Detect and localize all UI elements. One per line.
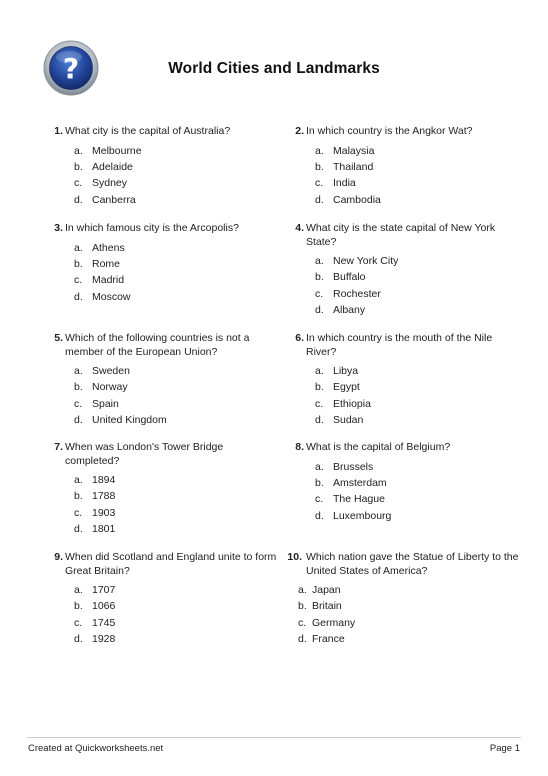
- option-text: Luxembourg: [333, 509, 392, 522]
- answer-option: [291, 269, 521, 285]
- option-letter: a.: [74, 241, 83, 254]
- option-text: Germany: [312, 616, 356, 629]
- option-text: Cambodia: [333, 193, 381, 206]
- option-text: United Kingdom: [92, 414, 167, 427]
- answer-option: [291, 412, 521, 428]
- option-text: 1801: [92, 523, 116, 536]
- option-letter: a.: [298, 584, 307, 596]
- answer-option: [50, 192, 280, 208]
- question-6: [291, 332, 521, 429]
- answer-option: [291, 508, 521, 524]
- question-number: 10.: [287, 551, 302, 563]
- option-text: 1745: [92, 616, 116, 629]
- option-text: Japan: [312, 584, 341, 596]
- answer-option: [50, 631, 280, 647]
- option-letter: d.: [315, 509, 324, 522]
- answer-option: [50, 175, 280, 191]
- option-letter: b.: [315, 381, 324, 394]
- option-text: Madrid: [92, 274, 125, 287]
- question-header: [50, 441, 280, 468]
- option-letter: b.: [74, 490, 83, 503]
- page-number: Page 1: [489, 743, 520, 754]
- answer-options: [291, 253, 521, 319]
- answer-option: [50, 289, 280, 305]
- option-letter: a.: [315, 365, 324, 377]
- option-text: Sydney: [92, 177, 128, 190]
- option-text: Sudan: [333, 414, 364, 427]
- answer-option: [291, 396, 521, 412]
- question-number: 5.: [54, 332, 63, 344]
- option-letter: d.: [74, 523, 83, 536]
- question-header: [291, 332, 521, 359]
- option-text: Melbourne: [92, 144, 142, 157]
- option-text: Egypt: [333, 381, 360, 394]
- answer-option: [291, 253, 521, 269]
- answer-option: [291, 302, 521, 318]
- answer-options: [50, 472, 280, 538]
- question-text: Which nation gave the Statue of Liberty to the United States of America?: [306, 551, 519, 577]
- option-letter: b.: [74, 257, 83, 270]
- option-letter: c.: [315, 177, 324, 190]
- option-text: 1894: [92, 474, 116, 486]
- answer-option: [50, 396, 280, 412]
- answer-options: [50, 582, 280, 648]
- answer-option: [50, 256, 280, 272]
- question-text: What is the capital of Belgium?: [306, 441, 451, 453]
- answer-option: [50, 598, 280, 614]
- option-letter: c.: [74, 274, 83, 287]
- option-text: Brussels: [333, 460, 374, 473]
- option-text: New York City: [333, 255, 399, 267]
- question-header: [291, 441, 521, 455]
- option-text: Moscow: [92, 290, 131, 303]
- answer-option: [50, 412, 280, 428]
- answer-option: [50, 615, 280, 631]
- question-3: [50, 222, 280, 305]
- answer-option: [284, 582, 521, 598]
- answer-option: [50, 143, 280, 159]
- answer-option: [50, 240, 280, 256]
- option-letter: d.: [315, 193, 324, 206]
- option-letter: b.: [315, 476, 324, 489]
- answer-options: [50, 363, 280, 429]
- question-header: [50, 125, 280, 139]
- option-text: 1788: [92, 490, 116, 503]
- answer-option: [291, 491, 521, 507]
- option-letter: b.: [74, 160, 83, 173]
- question-number: 9.: [54, 551, 63, 563]
- question-text: What city is the state capital of New York State?: [306, 222, 496, 248]
- option-text: Albany: [333, 304, 366, 317]
- answer-option: [50, 159, 280, 175]
- answer-option: [50, 521, 280, 537]
- option-letter: c.: [315, 397, 324, 410]
- question-text: What city is the capital of Australia?: [65, 125, 231, 137]
- option-letter: b.: [315, 271, 324, 284]
- option-text: Thailand: [333, 160, 374, 173]
- svg-text:?: ?: [62, 52, 80, 85]
- option-text: India: [333, 177, 356, 190]
- question-2: [291, 125, 521, 208]
- option-letter: c.: [315, 287, 324, 300]
- option-letter: b.: [74, 600, 83, 613]
- answer-option: [291, 143, 521, 159]
- answer-option: [291, 475, 521, 491]
- option-letter: b.: [298, 600, 307, 613]
- answer-option: [284, 631, 521, 647]
- option-letter: c.: [315, 493, 324, 506]
- question-number: 1.: [54, 125, 63, 137]
- answer-options: [291, 143, 521, 209]
- answer-option: [50, 272, 280, 288]
- answer-option: [50, 505, 280, 521]
- option-letter: d.: [315, 304, 324, 317]
- option-letter: d.: [74, 193, 83, 206]
- option-letter: a.: [315, 255, 324, 267]
- option-text: 1066: [92, 600, 116, 613]
- option-text: 1707: [92, 584, 116, 596]
- answer-options: [291, 459, 521, 525]
- option-letter: a.: [74, 365, 83, 377]
- answer-option: [291, 192, 521, 208]
- option-letter: b.: [74, 381, 83, 394]
- answer-option: [291, 159, 521, 175]
- answer-option: [284, 598, 521, 614]
- option-text: France: [312, 633, 345, 646]
- question-1: [50, 125, 280, 208]
- answer-option: [291, 363, 521, 379]
- option-letter: c.: [74, 616, 83, 629]
- footer-divider: [27, 737, 521, 738]
- answer-option: [50, 379, 280, 395]
- option-letter: a.: [315, 144, 324, 157]
- option-letter: c.: [74, 397, 83, 410]
- page-title: World Cities and Landmarks: [168, 60, 380, 77]
- option-letter: d.: [74, 290, 83, 303]
- option-letter: a.: [74, 144, 83, 157]
- option-letter: b.: [315, 160, 324, 173]
- option-letter: d.: [74, 414, 83, 427]
- option-text: Britain: [312, 600, 342, 613]
- option-text: Rochester: [333, 287, 381, 300]
- option-text: Spain: [92, 397, 119, 410]
- option-letter: c.: [74, 506, 83, 519]
- answer-option: [50, 363, 280, 379]
- question-text: Which of the following countries is not a member of the European Union?: [65, 332, 250, 358]
- question-number: 3.: [54, 222, 63, 234]
- question-header: [291, 222, 521, 249]
- question-text: When was London's Tower Bridge completed?: [65, 441, 224, 467]
- question-number: 2.: [295, 125, 304, 137]
- question-header: [50, 332, 280, 359]
- answer-option: [291, 459, 521, 475]
- option-letter: d.: [298, 633, 307, 646]
- option-text: Rome: [92, 257, 121, 270]
- question-number: 8.: [295, 441, 304, 453]
- option-text: Malaysia: [333, 144, 375, 157]
- answer-options: [50, 240, 280, 306]
- question-10: [284, 551, 521, 648]
- answer-option: [50, 472, 280, 488]
- option-letter: a.: [74, 474, 83, 486]
- option-text: 1903: [92, 506, 116, 519]
- answer-option: [50, 488, 280, 504]
- option-text: Buffalo: [333, 271, 366, 284]
- option-text: Sweden: [92, 365, 130, 377]
- answer-options: [284, 582, 521, 648]
- answer-option: [50, 582, 280, 598]
- option-letter: d.: [74, 633, 83, 646]
- option-text: Norway: [92, 381, 128, 394]
- question-number: 4.: [295, 222, 304, 234]
- option-text: Adelaide: [92, 160, 133, 173]
- answer-option: [291, 379, 521, 395]
- question-text: In which famous city is the Arcopolis?: [65, 222, 239, 234]
- question-text: In which country is the Angkor Wat?: [306, 125, 473, 137]
- footer-credit: Created at Quickworksheets.net: [28, 743, 164, 754]
- question-header: [284, 551, 521, 578]
- question-4: [291, 222, 521, 319]
- option-letter: a.: [315, 460, 324, 473]
- question-5: [50, 332, 280, 429]
- question-header: [291, 125, 521, 139]
- option-text: Ethiopia: [333, 397, 371, 410]
- answer-options: [50, 143, 280, 209]
- answer-option: [291, 286, 521, 302]
- question-7: [50, 441, 280, 538]
- question-8: [291, 441, 521, 524]
- question-9: [50, 551, 280, 648]
- question-text: When did Scotland and England unite to form Great Britain?: [65, 551, 277, 577]
- answer-options: [291, 363, 521, 429]
- option-text: Amsterdam: [333, 476, 387, 489]
- option-text: The Hague: [333, 493, 385, 506]
- answer-option: [284, 615, 521, 631]
- question-text: In which country is the mouth of the Nile River?: [306, 332, 493, 358]
- option-text: Athens: [92, 241, 125, 254]
- option-text: 1928: [92, 633, 116, 646]
- question-header: [50, 222, 280, 236]
- question-number: 6.: [295, 332, 304, 344]
- option-letter: d.: [315, 414, 324, 427]
- question-header: [50, 551, 280, 578]
- answer-option: [291, 175, 521, 191]
- option-letter: c.: [74, 177, 83, 190]
- option-letter: c.: [298, 616, 307, 629]
- option-text: Libya: [333, 365, 359, 377]
- question-number: 7.: [54, 441, 63, 453]
- option-text: Canberra: [92, 193, 136, 206]
- option-letter: a.: [74, 584, 83, 596]
